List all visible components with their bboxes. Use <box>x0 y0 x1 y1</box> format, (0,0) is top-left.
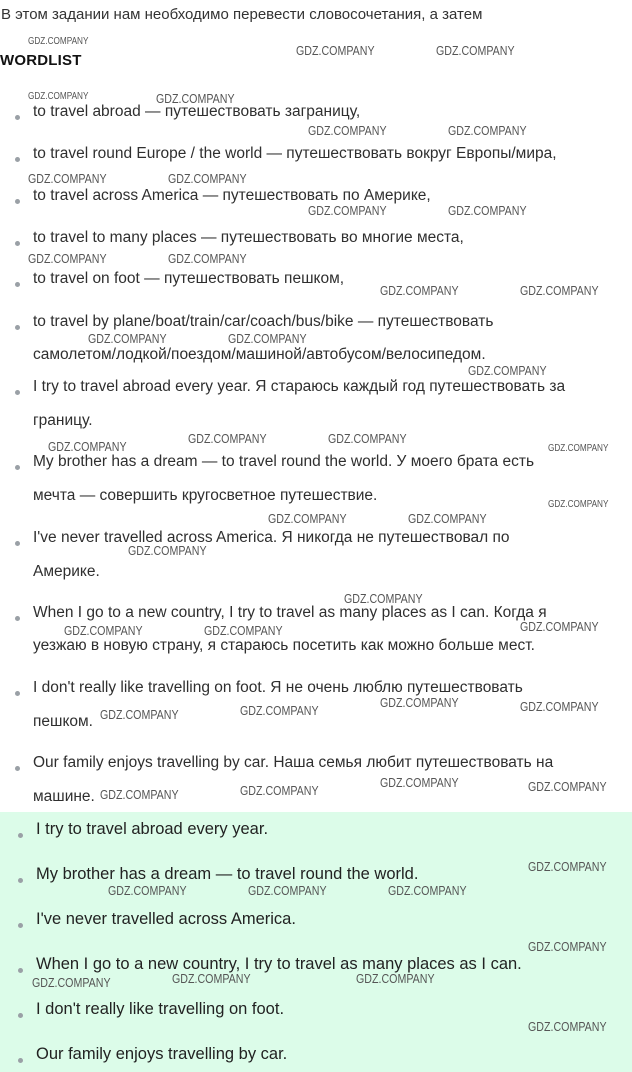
watermark-text: GDZ.COMPANY <box>172 971 251 986</box>
watermark-text: GDZ.COMPANY <box>228 331 307 346</box>
list-item-text: уезжаю в новую страну, я стараюсь посетить как можно больше мест. <box>33 637 535 654</box>
bullet-icon <box>15 766 20 771</box>
list-item-text: to travel on foot — путешествовать пешком, <box>33 270 345 287</box>
highlight-sentence: Our family enjoys travelling by car. <box>36 1045 288 1063</box>
watermark-text: GDZ.COMPANY <box>528 939 607 954</box>
bullet-icon <box>18 878 23 883</box>
watermark-text: GDZ.COMPANY <box>296 43 375 58</box>
watermark-text: GDZ.COMPANY <box>388 883 467 898</box>
list-item-text: to travel round Europe / the world — путешествовать вокруг Европы/мира, <box>33 145 557 162</box>
list-item-text: to travel by plane/boat/train/car/coach/bus/bike — путешествовать <box>33 313 494 330</box>
bullet-icon <box>15 157 20 162</box>
list-item-text: I try to travel abroad every year. Я стараюсь каждый год путешествовать за <box>33 378 566 395</box>
watermark-text: GDZ.COMPANY <box>528 859 607 874</box>
watermark-text: GDZ.COMPANY <box>88 331 167 346</box>
highlight-sentence: I try to travel abroad every year. <box>36 820 269 838</box>
bullet-icon <box>15 390 20 395</box>
watermark-text: GDZ.COMPANY <box>240 783 319 798</box>
bullet-icon <box>15 325 20 330</box>
watermark-text: GDZ.COMPANY <box>64 623 143 638</box>
list-item-text: Америке. <box>33 563 100 580</box>
watermark-text: GDZ.COMPANY <box>128 543 207 558</box>
watermark-text: GDZ.COMPANY <box>528 1019 607 1034</box>
list-item-text: самолетом/лодкой/поездом/машиной/автобусом/велосипедом. <box>33 346 486 363</box>
bullet-icon <box>18 833 23 838</box>
list-item-text: I've never travelled across America. Я никогда не путешествовал по <box>33 529 510 546</box>
list-item-text: пешком. <box>33 713 93 730</box>
wordlist-heading: WORDLIST <box>0 52 82 69</box>
watermark-text: GDZ.COMPANY <box>48 439 127 454</box>
watermark-text: GDZ.COMPANY <box>308 123 387 138</box>
watermark-text: GDZ.COMPANY <box>156 91 235 106</box>
list-item-text: I don't really like travelling on foot. Я не очень люблю путешествовать <box>33 679 523 696</box>
highlight-sentence: My brother has a dream — to travel round the world. <box>36 865 419 883</box>
list-item-text: When I go to a new country, I try to travel as many places as I can. Когда я <box>33 604 547 621</box>
bullet-icon <box>15 616 20 621</box>
watermark-text: GDZ.COMPANY <box>408 511 487 526</box>
watermark-text: GDZ.COMPANY <box>448 123 527 138</box>
watermark-text: GDZ.COMPANY <box>520 283 599 298</box>
highlight-sentence: When I go to a new country, I try to travel as many places as I can. <box>36 955 522 973</box>
list-item-text: to travel to many places — путешествовать во многие места, <box>33 229 464 246</box>
list-item-text: Our family enjoys travelling by car. Наша семья любит путешествовать на <box>33 754 554 771</box>
bullet-icon <box>15 241 20 246</box>
list-item-text: My brother has a dream — to travel round the world. У моего брата есть <box>33 453 535 470</box>
bullet-icon <box>15 541 20 546</box>
watermark-text: GDZ.COMPANY <box>468 363 547 378</box>
watermark-text: GDZ.COMPANY <box>108 883 187 898</box>
watermark-text: GDZ.COMPANY <box>548 499 609 510</box>
watermark-text: GDZ.COMPANY <box>28 251 107 266</box>
watermark-text: GDZ.COMPANY <box>168 171 247 186</box>
watermark-text: GDZ.COMPANY <box>548 443 609 454</box>
highlight-sentence: I've never travelled across America. <box>36 910 296 928</box>
watermark-text: GDZ.COMPANY <box>188 431 267 446</box>
watermark-text: GDZ.COMPANY <box>204 623 283 638</box>
watermark-text: GDZ.COMPANY <box>380 283 459 298</box>
list-item-text: границу. <box>33 412 93 429</box>
bullet-icon <box>15 115 20 120</box>
watermark-text: GDZ.COMPANY <box>268 511 347 526</box>
watermark-text: GDZ.COMPANY <box>100 787 179 802</box>
bullet-icon <box>15 465 20 470</box>
watermark-text: GDZ.COMPANY <box>32 975 111 990</box>
watermark-text: GDZ.COMPANY <box>240 703 319 718</box>
watermark-text: GDZ.COMPANY <box>436 43 515 58</box>
watermark-text: GDZ.COMPANY <box>520 619 599 634</box>
watermark-text: GDZ.COMPANY <box>308 203 387 218</box>
watermark-text: GDZ.COMPANY <box>356 971 435 986</box>
watermark-text: GDZ.COMPANY <box>28 36 89 47</box>
watermark-text: GDZ.COMPANY <box>28 91 89 102</box>
watermark-text: GDZ.COMPANY <box>100 707 179 722</box>
watermark-text: GDZ.COMPANY <box>528 779 607 794</box>
watermark-text: GDZ.COMPANY <box>28 171 107 186</box>
bullet-icon <box>15 199 20 204</box>
watermark-text: GDZ.COMPANY <box>168 251 247 266</box>
list-item-text: to travel abroad — путешествовать заграницу, <box>33 103 361 120</box>
watermark-text: GDZ.COMPANY <box>520 699 599 714</box>
watermark-text: GDZ.COMPANY <box>380 775 459 790</box>
watermark-text: GDZ.COMPANY <box>328 431 407 446</box>
watermark-text: GDZ.COMPANY <box>380 695 459 710</box>
watermark-text: GDZ.COMPANY <box>448 203 527 218</box>
bullet-icon <box>18 968 23 973</box>
highlight-sentence: I don't really like travelling on foot. <box>36 1000 285 1018</box>
list-item-text: машине. <box>33 788 95 805</box>
bullet-icon <box>18 1013 23 1018</box>
bullet-icon <box>15 691 20 696</box>
watermark-text: GDZ.COMPANY <box>344 591 423 606</box>
bullet-icon <box>18 1058 23 1063</box>
list-item-text: мечта — совершить кругосветное путешествие. <box>33 487 378 504</box>
bullet-icon <box>15 282 20 287</box>
intro-text: В этом задании нам необходимо перевести словосочетания, а затем <box>1 6 483 23</box>
watermark-text: GDZ.COMPANY <box>248 883 327 898</box>
list-item-text: to travel across America — путешествовать по Америке, <box>33 187 431 204</box>
bullet-icon <box>18 923 23 928</box>
